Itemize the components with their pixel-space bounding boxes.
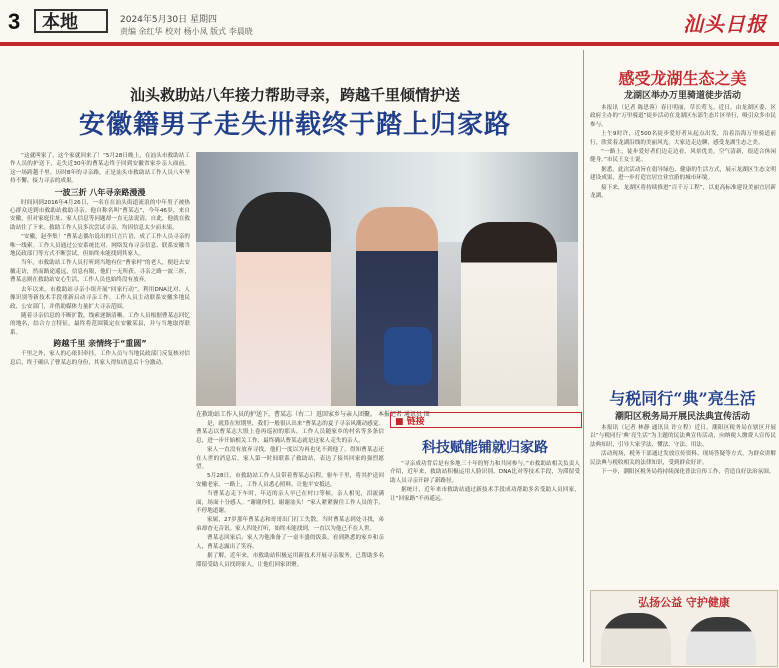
paragraph: 接下来，龙湖区将持续推进“百千万工程”，以更高标准建设美丽宜居新龙湖。 xyxy=(590,184,776,200)
right-headline-2: 与税同行“典”亮生活 xyxy=(609,389,756,408)
photo-person-left xyxy=(236,192,331,406)
photo-bag xyxy=(384,327,432,385)
ad-person-right xyxy=(686,617,756,665)
paragraph: 随着寻亲信息的不断扩散，线索逐渐清晰。工作人员根据曹某志回忆的地名，结合方言特征，最终将范围锁定在安徽某县，并与当地取得联系。 xyxy=(10,312,190,336)
paragraph: 上午9时许，近500名徒步爱好者从起点出发，沿着沿海万里骑道前行，欣赏着龙湖沿线的美丽风光。大家边走边聊，感受龙湖生态之美。 xyxy=(590,131,776,146)
masthead-logo: 汕头日报 xyxy=(683,12,767,36)
right-subhead-1: 龙湖区举办万里骑道徒步活动 xyxy=(623,91,741,101)
lead-paragraph: “这就叫家了，这个家就回来了！”5月28日晚上，在汕头市救助站工作人员的护送下，走失近30年的曹某志终于回到安徽省家乡亲人面前。这一场跨越千里、历时8年的寻亲路，正是汕头市救助站工作人员八年坚持不懈、接力寻亲的成果。 xyxy=(10,153,190,185)
editor-credits: 责编 余红华 校对 杨小凤 版式 李晨晓 xyxy=(120,27,253,36)
paragraph: “一路上，徒步爱好者们边走边看，风景优美，空气清新，很适合休闲健身。”市民王女士说。 xyxy=(590,149,776,164)
paragraph: 时间回到2016年4月26日，一名在在汕头街道流浪的中年男子被热心群众送到市救助站救助寻亲。他自称名叫“曹某志”，今年46岁，来自安徽，但对家庭住址、家人信息等问题却一直无法说清，自此，他就在救助站住了下来。救助工作人员多次尝试寻亲，均因信息太少而未果。 xyxy=(10,199,190,231)
right-headline-1: 感受龙湖生态之美 xyxy=(618,69,747,88)
paragraph: “寻亲成功背后是有多地三十年的努力和共同参与。”市救助站相关负责人介绍，近年来，救助站积极运用人脸识别、DNA比对等技术手段，为滞留受助人员寻亲开辟了新路径。 xyxy=(390,461,580,484)
paragraph: 本报讯（记者 陈思蓉）春日明丽，草长莺飞。近日，由龙湖区委、区政府主办的“万里骑道”徒步活动在龙湖区东部生态片区举行，吸引众多市民参与。 xyxy=(590,105,776,128)
paragraph: 据悉，此次活动旨在倡导绿色、健康的生活方式，展示龙湖区生态文明建设成果，进一步打造宜居宜业宜游的城市环境。 xyxy=(590,166,776,182)
right-subhead-2: 潮阳区税务局开展民法典宣传活动 xyxy=(614,412,750,422)
subheading-1: 一波三折 八年寻亲路漫漫 xyxy=(54,187,146,197)
paragraph: 据了解，近年来，市救助站积极运用新技术开展寻亲服务，已帮助多名滞留受助人员找到家人，让他们回家团聚。 xyxy=(196,553,384,568)
issue-date: 2024年5月30日 星期四 xyxy=(120,15,217,25)
page-number: 3 xyxy=(8,9,21,34)
article-kicker: 汕头救助站八年接力帮助寻亲，跨越千里倾情护送 xyxy=(129,86,460,104)
right-article-2 xyxy=(590,424,776,584)
paragraph: 家人一直没有放弃寻找，他们一度以为再也见不到他了。得知曹某志还在人世的消息后，家人第一时间联系了救助站，表达了接其回家的强烈愿望。 xyxy=(196,447,384,471)
article-column-1 xyxy=(10,152,190,662)
news-photo xyxy=(196,152,578,406)
article-headline: 安徽籍男子走失卅载终于踏上归家路 xyxy=(78,110,511,140)
link-box-text xyxy=(390,460,580,662)
paragraph: “安徽，赵李集！”曹某志偶尔说出的只言片语，成了工作人员寻亲的唯一线索。工作人员通过公安系统比对、网络发布寻亲信息、联系安徽当地民政部门等方式不断尝试，但始终未能找到其家人。 xyxy=(10,234,190,258)
page-header xyxy=(0,0,779,42)
right-article-1 xyxy=(590,104,776,380)
paragraph: 曹某志回家后，家人为他准备了一桌丰盛的饭菜。看到熟悉的家乡和亲人，曹某志露出了笑容。 xyxy=(196,535,384,550)
ad-title: 弘扬公益 守护健康 xyxy=(638,596,730,609)
photo-person-right xyxy=(461,222,557,406)
photo-caption: 在救助站工作人员的护送下，曹某志（右二）返回家乡与亲人团聚。 本报记者 通讯员 图 xyxy=(196,411,430,418)
photo-credit: 本报记者 通讯员 图 xyxy=(377,411,430,418)
paragraph: 5月28日，市救助站工作人员带着曹某志启程，驱车千里，将其护送回安徽老家。一路上，工作人员悉心照料，让他平安抵达。 xyxy=(196,473,384,488)
link-box-label: ■ 链接 xyxy=(390,412,582,428)
public-service-ad xyxy=(590,590,778,667)
paragraph: 活动现场，税务干部通过发放宣传资料、现场答疑等方式，为群众讲解民法典与税收相关的法律知识，受到群众好评。 xyxy=(590,451,776,466)
ad-person-left xyxy=(601,613,671,665)
sidebar-headline: 科技赋能铺就归家路 xyxy=(422,440,548,456)
paragraph: 家属，27岁那年曹某志和哥哥出门打工失散，当时曹某志到处寻找，弟弟却杳无音讯。家人四处打听，始终未能找到，一直以为他已不在人世。 xyxy=(196,517,384,532)
paragraph: 当年，市救助站工作人员打听到当地有位“曹家村”的老人，便赶去安徽走访，然而路途遥远，信息有限，他们一无所获。寻亲之路一波三折，曹某志则在救助站安心生活，工作人员也始终没有放弃。 xyxy=(10,260,190,284)
section-label: 本地 xyxy=(34,9,108,33)
paragraph: 去年以来，市救助站寻亲小组开展“回家行动”，利用DNA比对、人像识别等新技术手段重新启动寻亲工作。工作人员主动联系安徽多地民政、公安部门，并借助媒体力量扩大寻亲范围。 xyxy=(10,286,190,310)
paragraph: 千里之外，家人的心依旧牵挂。工作人员与当地民政部门反复核对信息后，终于确认了曹某志的身份，其家人得知消息后十分激动。 xyxy=(10,351,190,366)
paragraph: 据统计，近年来市救助站通过新技术手段成功帮助多名受助人员回家，让“回家路”不再遥远。 xyxy=(390,487,580,502)
subheading-2: 跨越千里 亲情终于“重圆” xyxy=(53,339,147,349)
column-divider xyxy=(583,50,584,662)
paragraph: 当曹某志走下车时，年迈的亲人早已在村口等候。亲人相见，泪流满面，场面十分感人。“谢谢你们，谢谢汕头！”家人紧紧握住工作人员的手，不停地道谢。 xyxy=(196,491,384,515)
paragraph: 下一步，潮阳区税务局将持续深化普法宣传工作，营造良好法治氛围。 xyxy=(601,469,775,476)
article-column-2 xyxy=(196,420,384,662)
paragraph: 本报讯（记者 林静 通讯员 许立程）近日，潮阳区税务局在辖区开展以“与税同行‘典’亮生活”为主题的民法典宣传活动，向纳税人缴费人宣传民法典知识，引导大家学法、懂法、守法、用法。 xyxy=(590,425,776,448)
header-rule xyxy=(0,42,779,46)
paragraph: 是，就算在短期里，我们一般很认出来“曹某志的夏子寻亲风潮动感觉。曹某志以曹某志大股上卷再巡初的那头，工作人员随家乡的村名等多条信息，进一步开始相关工作，最终确认曹某志就是这家人走失的亲人。 xyxy=(196,421,384,444)
